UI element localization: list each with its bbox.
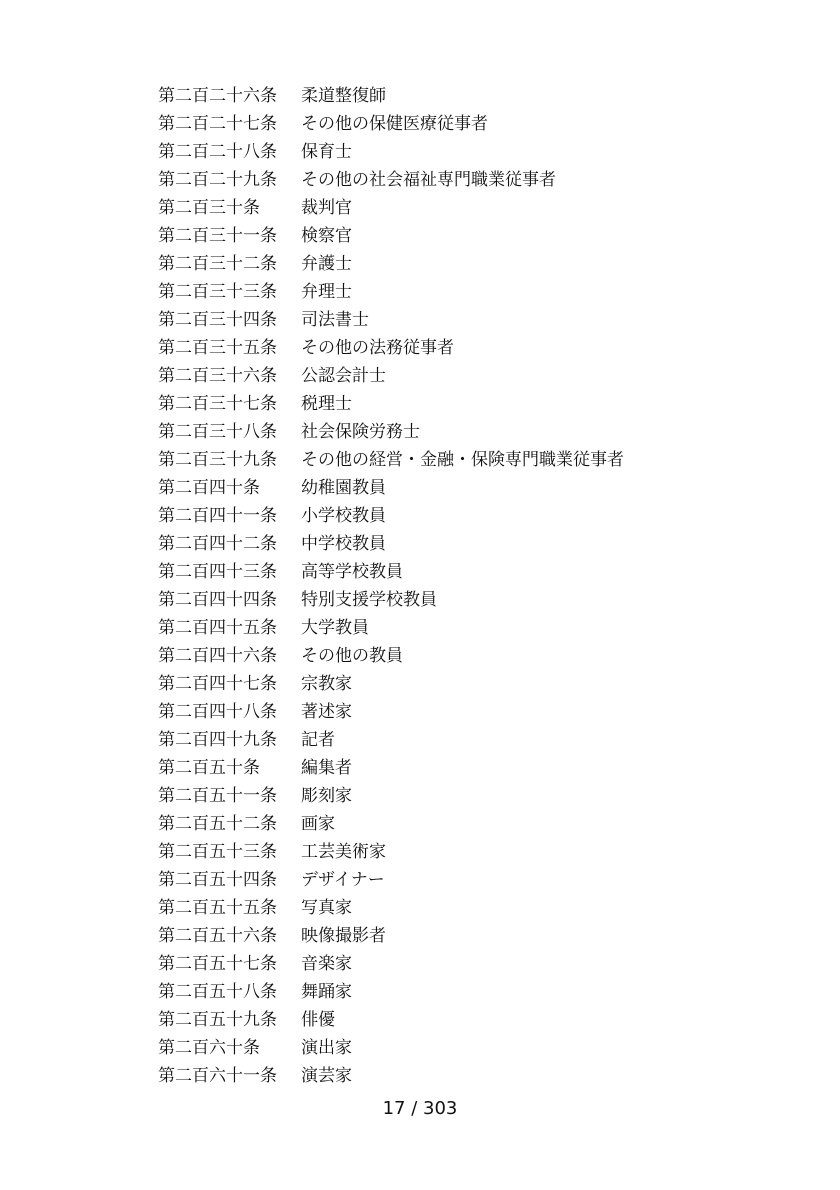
article-number: 第二百三十二条 <box>158 254 277 274</box>
list-item <box>158 670 624 698</box>
occupation-title: 小学校教員 <box>301 506 386 526</box>
list-item <box>158 726 624 754</box>
list-item <box>158 922 624 950</box>
article-number: 第二百五十九条 <box>158 1010 277 1030</box>
article-number: 第二百二十九条 <box>158 170 277 190</box>
occupation-title: 幼稚園教員 <box>301 478 386 498</box>
list-item <box>158 810 624 838</box>
list-item <box>158 362 624 390</box>
list-item <box>158 390 624 418</box>
occupation-title: その他の保健医療従事者 <box>301 114 488 134</box>
article-number: 第二百四十七条 <box>158 674 277 694</box>
article-number: 第二百五十条 <box>158 758 260 778</box>
occupation-title: 税理士 <box>301 394 352 414</box>
article-number: 第二百三十三条 <box>158 282 277 302</box>
occupation-title: その他の教員 <box>301 646 403 666</box>
article-number: 第二百三十一条 <box>158 226 277 246</box>
occupation-title: 記者 <box>301 730 335 750</box>
occupation-title: 編集者 <box>301 758 352 778</box>
article-number: 第二百四十三条 <box>158 562 277 582</box>
occupation-title: 大学教員 <box>301 618 369 638</box>
list-item <box>158 474 624 502</box>
list-item <box>158 334 624 362</box>
article-number: 第二百五十一条 <box>158 786 277 806</box>
article-number: 第二百六十一条 <box>158 1066 277 1086</box>
list-item <box>158 698 624 726</box>
occupation-title: その他の経営・金融・保険専門職業従事者 <box>301 450 624 470</box>
occupation-title: 映像撮影者 <box>301 926 386 946</box>
occupation-title: 演出家 <box>301 1038 352 1058</box>
occupation-title: 特別支援学校教員 <box>301 590 437 610</box>
article-number: 第二百四十六条 <box>158 646 277 666</box>
article-number: 第二百二十六条 <box>158 86 277 106</box>
occupation-title: 社会保険労務士 <box>301 422 420 442</box>
article-number: 第二百三十六条 <box>158 366 277 386</box>
article-number: 第二百三十九条 <box>158 450 277 470</box>
occupation-title: 写真家 <box>301 898 352 918</box>
article-number: 第二百三十七条 <box>158 394 277 414</box>
list-item <box>158 222 624 250</box>
list-item <box>158 950 624 978</box>
list-item <box>158 586 624 614</box>
occupation-title: 公認会計士 <box>301 366 386 386</box>
article-number: 第二百五十二条 <box>158 814 277 834</box>
article-number: 第二百二十八条 <box>158 142 277 162</box>
article-number: 第二百五十三条 <box>158 842 277 862</box>
article-number: 第二百四十八条 <box>158 702 277 722</box>
article-number: 第二百三十八条 <box>158 422 277 442</box>
occupation-title: 音楽家 <box>301 954 352 974</box>
list-item <box>158 446 624 474</box>
list-item <box>158 1062 624 1090</box>
list-item <box>158 418 624 446</box>
article-number: 第二百五十七条 <box>158 954 277 974</box>
occupation-title: 演芸家 <box>301 1066 352 1086</box>
list-item <box>158 502 624 530</box>
occupation-title: 俳優 <box>301 1010 335 1030</box>
occupation-title: 検察官 <box>301 226 352 246</box>
list-item <box>158 1006 624 1034</box>
occupation-title: 弁護士 <box>301 254 352 274</box>
list-item <box>158 306 624 334</box>
occupation-title: 高等学校教員 <box>301 562 403 582</box>
article-number: 第二百五十五条 <box>158 898 277 918</box>
occupation-title: 裁判官 <box>301 198 352 218</box>
list-item <box>158 894 624 922</box>
article-number: 第二百五十六条 <box>158 926 277 946</box>
list-item <box>158 978 624 1006</box>
page-number: 17 / 303 <box>382 1098 458 1119</box>
occupation-title: 柔道整復師 <box>301 86 386 106</box>
list-item <box>158 1034 624 1062</box>
list-item <box>158 838 624 866</box>
article-number: 第二百四十九条 <box>158 730 277 750</box>
list-item <box>158 530 624 558</box>
article-number: 第二百五十四条 <box>158 870 277 890</box>
list-item <box>158 194 624 222</box>
occupation-title: デザイナー <box>301 870 385 890</box>
list-item <box>158 866 624 894</box>
article-number: 第二百二十七条 <box>158 114 277 134</box>
occupation-title: 著述家 <box>301 702 352 722</box>
list-item <box>158 278 624 306</box>
article-list <box>158 82 624 1090</box>
article-number: 第二百四十四条 <box>158 590 277 610</box>
occupation-title: 工芸美術家 <box>301 842 386 862</box>
occupation-title: 彫刻家 <box>301 786 352 806</box>
article-number: 第二百三十五条 <box>158 338 277 358</box>
list-item <box>158 82 624 110</box>
occupation-title: 司法書士 <box>301 310 369 330</box>
occupation-title: 舞踊家 <box>301 982 352 1002</box>
list-item <box>158 782 624 810</box>
article-number: 第二百四十五条 <box>158 618 277 638</box>
article-number: 第二百六十条 <box>158 1038 260 1058</box>
occupation-title: その他の法務従事者 <box>301 338 454 358</box>
article-number: 第二百四十条 <box>158 478 260 498</box>
occupation-title: 画家 <box>301 814 335 834</box>
list-item <box>158 558 624 586</box>
occupation-title: 中学校教員 <box>301 534 386 554</box>
list-item <box>158 110 624 138</box>
article-number: 第二百四十一条 <box>158 506 277 526</box>
article-number: 第二百三十条 <box>158 198 260 218</box>
occupation-title: その他の社会福祉専門職業従事者 <box>301 170 556 190</box>
list-item <box>158 754 624 782</box>
occupation-title: 弁理士 <box>301 282 352 302</box>
list-item <box>158 166 624 194</box>
article-number: 第二百三十四条 <box>158 310 277 330</box>
article-number: 第二百四十二条 <box>158 534 277 554</box>
article-number: 第二百五十八条 <box>158 982 277 1002</box>
occupation-title: 宗教家 <box>301 674 352 694</box>
occupation-title: 保育士 <box>301 142 352 162</box>
list-item <box>158 138 624 166</box>
list-item <box>158 250 624 278</box>
list-item <box>158 642 624 670</box>
list-item <box>158 614 624 642</box>
